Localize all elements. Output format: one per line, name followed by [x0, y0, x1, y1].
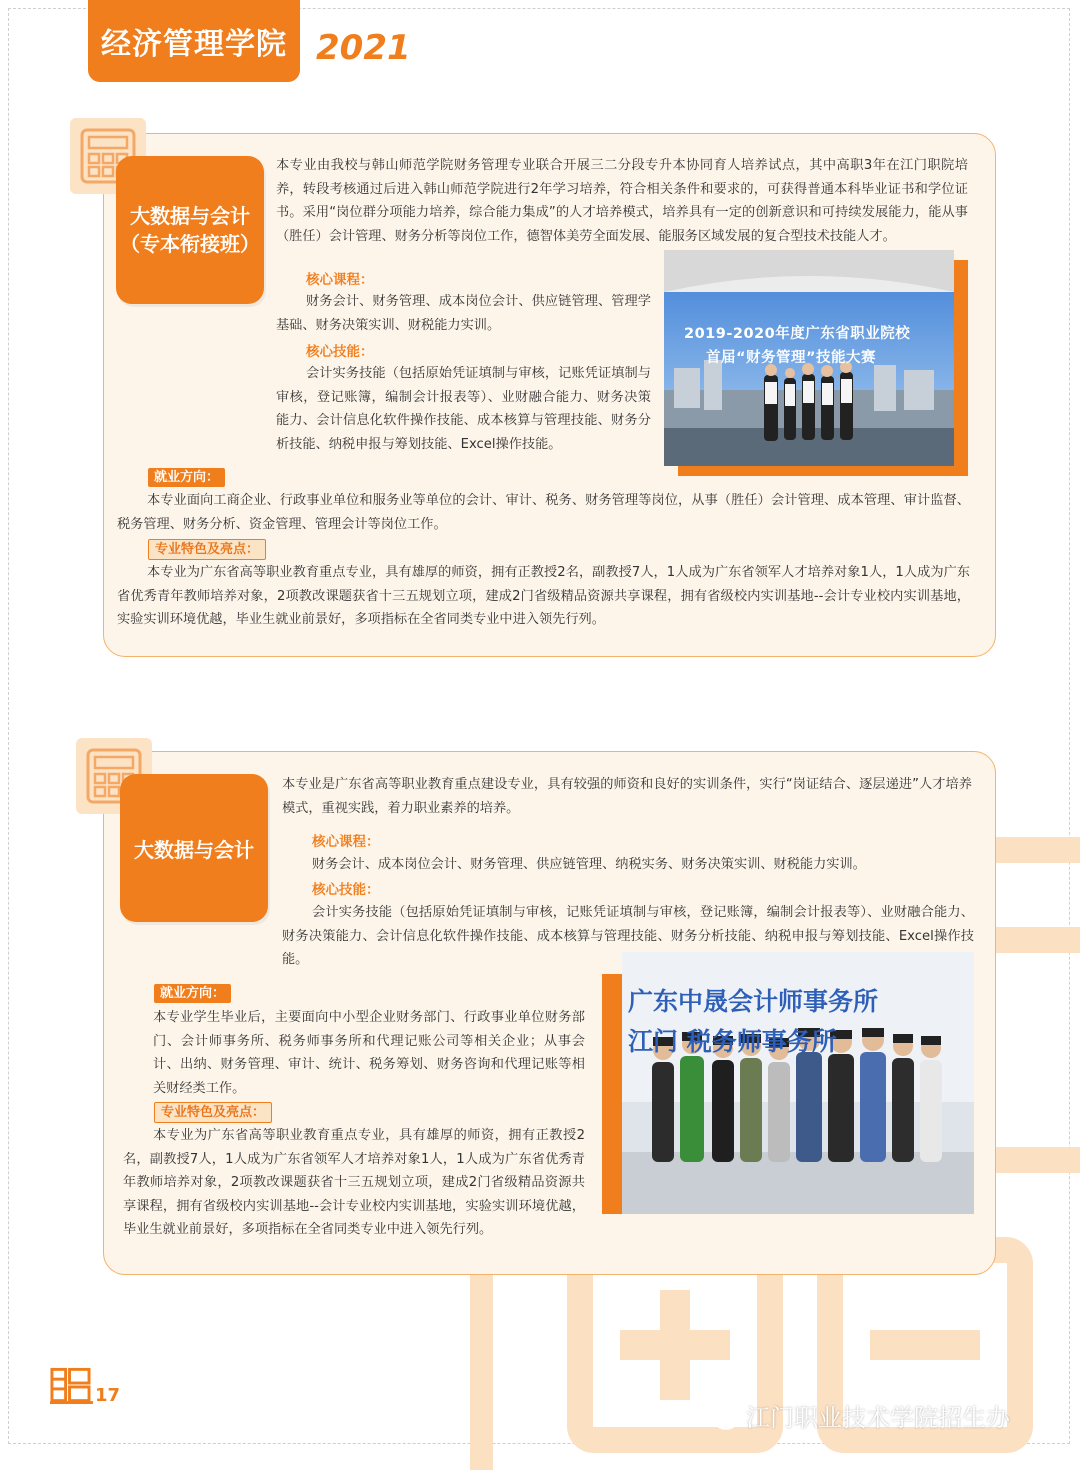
program-title-line2: （专本衔接班） [120, 232, 260, 256]
employment-tag: 就业方向： [154, 984, 231, 1003]
page-number [50, 1365, 120, 1405]
core-skill-heading: 核心技能： [312, 882, 380, 898]
wechat-icon [700, 1401, 740, 1431]
year-label: 2021 [316, 28, 411, 68]
watermark-text: 江门职业技术学院招生办 [746, 1404, 1010, 1432]
program-intro: 本专业由我校与韩山师范学院财务管理专业联合开展三二分段专升本协同育人培养试点，其中高职3年在江门职院培养，转段考核通过后进入韩山师范学院进行2年学习培养，符合相关条件和要求的，可获得普通本科毕业证书和学位证书。采用“岗位群分项能力培养，综合能力集成”的人才培养模式，培养具有一定的创新意识和可持续发展能力，能从事（胜任）会计管理、财务分析等岗位工作，德智体美劳全面发展、能服务区域发展的复合型技术技能人才。 [276, 158, 968, 244]
department-tab: 经济管理学院 [88, 0, 300, 82]
competition-banner-line2: 首届“财务管理”技能大赛 [706, 350, 877, 366]
calculator-small-icon [50, 1365, 93, 1405]
program-title-bridge [116, 156, 264, 304]
firm-sign-line2: 江门 税务师事务所 [628, 1027, 837, 1056]
core-skill-heading: 核心技能： [306, 344, 374, 360]
competition-photo [664, 250, 954, 466]
competition-banner-line1: 2019-2020年度广东省职业院校 [684, 326, 911, 342]
employment-tag: 就业方向： [148, 468, 225, 487]
feature-tag: 专业特色及亮点： [148, 539, 266, 560]
firm-sign-line1: 广东中晟会计师事务所 [628, 987, 879, 1016]
employment-text: 本专业面向工商企业、行政事业单位和服务业等单位的会计、审计、税务、财务管理等岗位，从事（胜任）会计管理、成本管理、审计监督、税务管理、财务分析、资金管理、管理会计等岗位工作。 [117, 493, 970, 532]
program-title-line1: 大数据与会计 [134, 837, 254, 862]
core-course-heading: 核心课程： [306, 272, 374, 288]
feature-tag: 专业特色及亮点： [154, 1102, 272, 1123]
watermark [700, 1398, 1010, 1433]
employment-text: 本专业学生毕业后，主要面向中小型企业财务部门、行政事业单位财务部门、会计师事务所、税务师事务所和代理记账公司等相关企业；从事会计、出纳、财务管理、审计、统计、税务筹划、财务咨询和代理记账等相关财经类工作。 [153, 1010, 585, 1096]
core-skill-text: 会计实务技能（包括原始凭证填制与审核，记账凭证填制与审核，登记账簿，编制会计报表等）、业财融合能力、财务决策能力、会计信息化软件操作技能、成本核算与管理技能、财务分析技能、纳税申报与筹划技能、Excel操作技能。 [276, 366, 651, 452]
program-intro: 本专业是广东省高等职业教育重点建设专业，具有较强的师资和良好的实训条件，实行“岗证结合、逐层递进”人才培养模式，重视实践，着力职业素养的培养。 [282, 777, 972, 816]
core-course-text: 财务会计、成本岗位会计、财务管理、供应链管理、纳税实务、财务决策实训、财税能力实训。 [312, 857, 866, 872]
feature-text: 本专业为广东省高等职业教育重点专业，具有雄厚的师资，拥有正教授2名，副教授7人，1人成为广东省领军人才培养对象1人，1人成为广东省优秀青年教师培养对象，2项教改课题获省十三五规划立项，建成2门省级精品资源共享课程，拥有省级校内实训基地--会计专业校内实训基地，实验实训环境优越，毕业生就业前景好，多项指标在全省同类专业中进入领先行列。 [117, 565, 970, 628]
core-course-text: 财务会计、财务管理、成本岗位会计、供应链管理、管理学基础、财务决策实训、财税能力实训。 [276, 294, 651, 333]
feature-text: 本专业为广东省高等职业教育重点专业，具有雄厚的师资，拥有正教授2名，副教授7人，1人成为广东省领军人才培养对象1人，1人成为广东省优秀青年教师培养对象，2项教改课题获省十三五规划立项，建成2门省级精品资源共享课程，拥有省级校内实训基地--会计专业校内实训基地，实验实训环境优越，毕业生就业前景好，多项指标在全省同类专业中进入领先行列。 [123, 1128, 585, 1238]
program-title-line1: 大数据与会计 [130, 204, 250, 228]
program-title-main [120, 774, 268, 922]
core-skill-text: 会计实务技能（包括原始凭证填制与审核，记账凭证填制与审核，登记账簿，编制会计报表等）、业财融合能力、财务决策能力、会计信息化软件操作技能、成本核算与管理技能、财务分析技能、纳税申报与筹划技能、Excel操作技能。 [282, 905, 974, 968]
page-number-text: 17 [94, 1385, 120, 1406]
firm-visit-photo [622, 952, 974, 1214]
core-course-heading: 核心课程： [312, 834, 380, 850]
